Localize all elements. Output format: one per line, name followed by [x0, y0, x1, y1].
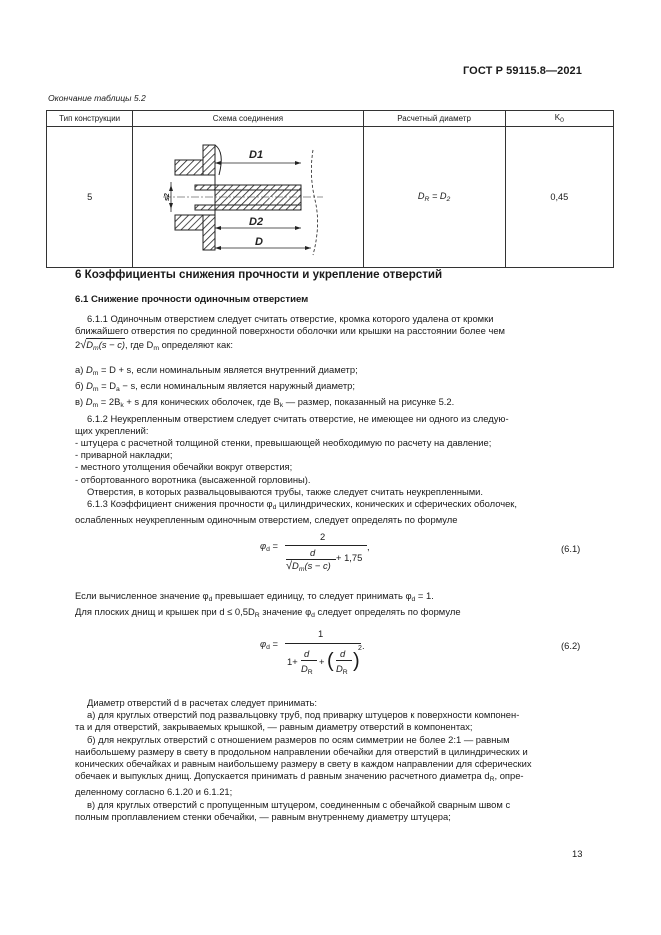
formula-6-2-number: (6.2) [561, 640, 581, 651]
formula-6-1-numerator: 2 [320, 531, 326, 542]
formula-6-2-bar1 [301, 660, 317, 661]
formula-6-1-plus: + 1,75 [336, 552, 363, 563]
subsection-title: 6.1 Снижение прочности одиночным отверстием [75, 294, 309, 305]
connection-table [46, 110, 614, 268]
formula-6-2-end: . [362, 640, 365, 651]
page-number: 13 [572, 848, 583, 859]
formula-6-1-fraction-bar [285, 545, 367, 546]
column-header-diameter: Расчетный диаметр [363, 111, 505, 127]
table-row [47, 127, 614, 268]
formula-6-1-number: (6.1) [561, 543, 581, 554]
formula-6-1-inner-d: d [310, 547, 316, 558]
section-title: 6 Коэффициенты снижения прочности и укрепление отверстий [75, 268, 443, 281]
formula-6-1-end: , [367, 541, 370, 552]
formula-6-2-paren-close: ) [353, 650, 360, 672]
formula-6-2-d2: d [340, 648, 346, 659]
paragraph-if: Если вычисленное значение $\varphi_d$ превышает единицу, то следует принимать $\varphi_d = 1$. Для плоских днищ и крышек при $d \le 0,5D_R$ значение $\varphi_d$ следует определять по формуле [75, 590, 461, 620]
label-d: D [254, 236, 263, 248]
list-dm: а) $D_m = D + s$, если номинальным является внутренний диаметр; б) $D_m = D_a - s$, если номинальным является наружный диаметр; в) $D_m = 2B_k + s$ для конических оболочек, где $B_k$ — размер, показанный на рисунке 5.2. 6.1.2 Неукрепленным отверстием следует считать отверстие, не имеющее ни одного из следую- щих укреплений: - штуцера с расчетной толщиной стенки, превышающей необходимую по расчету на давление; - приварной накладки; - местного утолщения обечайки вокруг отверстия; - отбортованного воротника (высаженной горловины). Отверстия, в которых развальцовываются трубы, также следует считать неукрепленными. 6.1.3 Коэффициент снижения прочности $\varphi_d$ цилиндрических, конических и сферических оболочек, ослабленных неукрепленным одиночным отверстием, следует определять по формуле [75, 364, 518, 526]
formula-6-1-sqrt: $√D_m(s - c)$ [286, 560, 331, 573]
formula-6-2-dr2: $D_R$ [336, 663, 348, 676]
formula-6-2-dr1: $D_R$ [301, 663, 313, 676]
label-d1: D1 [248, 149, 263, 161]
paragraph-diameter: Диаметр отверстий d в расчетах следует принимать: а) для круглых отверстий под развальцовку труб, под приварку штуцеров к поверхности компонен- та и для отверстий, закрываемых крышкой, — равным диаметру отверстий в компонентах; б) для некруглых отверстий с отношением размеров по осям симметрии не более 2:1 — равным наибольшему размеру в свету в продольном направлении обечайки для отверстий в цилиндрических и конических обечайках и равным наибольшему размеру в свету в каждом направлении для сферических обечаек и выпуклых днищ. Допускается принимать d равным значению расчетного диаметра $d_R$, опре- деленному согласно 6.1.20 и 6.1.21; в) для круглых отверстий с пропущенным штуцером, соединенным с обечайкой сварным швом с полным проплавлением стенки обечайки, — равным внутреннему диаметру штуцера; [75, 697, 532, 822]
cell-k0: 0,45 [505, 127, 613, 268]
cell-type: 5 [47, 127, 133, 268]
flange-lower [175, 215, 203, 230]
formula-6-2-bar2 [336, 660, 352, 661]
connection-diagram [153, 130, 343, 264]
wall-section [203, 145, 215, 175]
column-header-scheme: Схема соединения [133, 111, 363, 127]
column-header-k0: $K_0$ [505, 111, 613, 127]
tube-lower [195, 205, 301, 210]
formula-6-2-plus: + [319, 656, 325, 667]
cell-diameter: $D_R = D_2$ [363, 127, 505, 268]
tube-wall-thick [215, 190, 301, 205]
formula-6-2-lhs: $\varphi_d$ = [260, 638, 278, 651]
formula-6-2-one-plus: 1+ [287, 656, 298, 667]
cell-scheme [133, 127, 363, 268]
column-header-type: Тип конструкции [47, 111, 133, 127]
wall-curve [215, 145, 221, 175]
flange-upper [175, 160, 203, 175]
formula-6-2-d1: d [304, 648, 310, 659]
paragraph-6-1-1: 6.1.1 Одиночным отверстием следует считать отверстие, кромка которого удалена от кромки ближайшего отверстия по срединной поверхности оболочки или крышки на расстоянии более чем $2√D_m(s - c)$, где $D_m$ определяют как: [75, 313, 505, 353]
break-line [311, 150, 317, 255]
table-header-row [47, 111, 614, 127]
tube-upper [195, 185, 301, 190]
table-caption: Окончание таблицы 5.2 [48, 93, 146, 103]
formula-6-2-square: 2 [358, 645, 362, 652]
wall-section-lower [203, 215, 215, 250]
label-s: s [268, 196, 273, 203]
formula-6-2-numerator: 1 [318, 628, 324, 639]
formula-6-1-lhs: $\varphi_d$ = [260, 540, 278, 553]
formula-6-2-fraction-bar [285, 643, 361, 644]
sqrt-expression: $2√D_m(s - c)$ [75, 339, 126, 353]
standard-header: ГОСТ Р 59115.8—2021 [462, 65, 582, 77]
label-d2: D2 [248, 216, 263, 228]
label-s2: s2 [163, 193, 171, 201]
formula-6-2-paren-open: ( [327, 650, 334, 672]
